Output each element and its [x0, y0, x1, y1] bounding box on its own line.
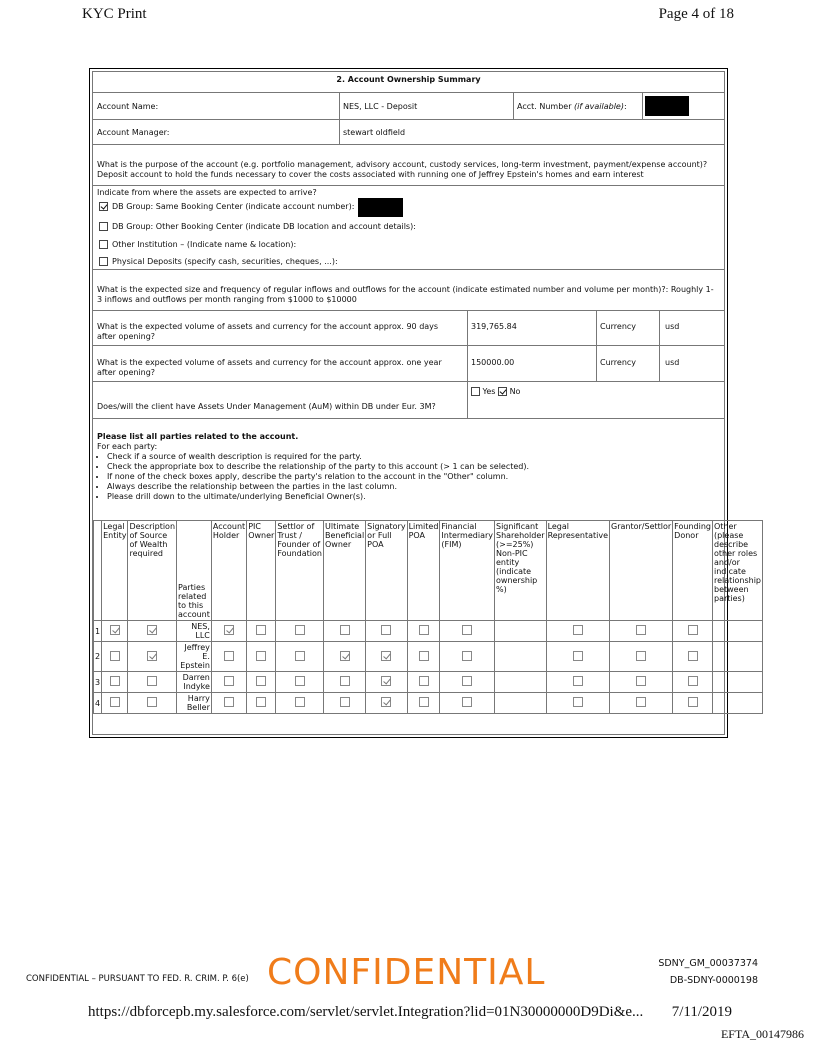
- purpose-row: [93, 145, 724, 186]
- asset-origin-row: [93, 186, 724, 270]
- checkbox-icon[interactable]: [256, 697, 266, 707]
- checkbox-icon[interactable]: [688, 676, 698, 686]
- account-name-label: Account Name:: [97, 102, 159, 111]
- volume-90-question: What is the expected volume of assets and currency for the account approx. 90 days after opening?: [97, 322, 439, 341]
- aum-yes-checkbox[interactable]: [471, 387, 480, 396]
- instruction-item: • Check the appropriate box to describe the relationship of the party to this account (> 1 can be selected).: [107, 462, 718, 472]
- party-name: NES, LLC: [177, 621, 212, 642]
- party-checkbox-cell: [323, 621, 365, 642]
- column-header: Legal Representative: [546, 521, 609, 621]
- volume-1y-value: 150000.00: [471, 358, 515, 367]
- checkbox-icon[interactable]: [295, 697, 305, 707]
- party-checkbox-cell: [276, 672, 324, 693]
- checkbox-icon[interactable]: [147, 625, 157, 635]
- checkbox-icon[interactable]: [636, 625, 646, 635]
- checkbox-icon[interactable]: [573, 676, 583, 686]
- aum-answer: Yes No: [471, 387, 520, 397]
- checkbox-icon[interactable]: [147, 651, 157, 661]
- account-ownership-form: [89, 68, 762, 738]
- checkbox-icon[interactable]: [636, 651, 646, 661]
- checkbox-icon[interactable]: [99, 202, 108, 211]
- bates-db-sdny: DB-SDNY-0000198: [669, 975, 758, 986]
- column-header: Significant Shareholder (>=25%) Non-PIC entity (indicate ownership %): [495, 521, 547, 621]
- party-checkbox-cell: [102, 621, 128, 642]
- column-header: Signatory or Full POA: [366, 521, 407, 621]
- checkbox-icon[interactable]: [381, 651, 391, 661]
- shareholder-cell: [495, 672, 547, 693]
- column-header: Founding Donor: [673, 521, 713, 621]
- checkbox-icon[interactable]: [381, 697, 391, 707]
- checkbox-icon[interactable]: [688, 625, 698, 635]
- other-cell: [712, 642, 762, 672]
- checkbox-icon[interactable]: [340, 676, 350, 686]
- party-checkbox-cell: [102, 672, 128, 693]
- purpose-question: What is the purpose of the account (e.g. portfolio management, advisory account, custody services, long-term investment, payment/expense account)?: [97, 160, 708, 169]
- party-checkbox-cell: [407, 642, 440, 672]
- volume-1y-currency: usd: [665, 358, 680, 367]
- party-checkbox-cell: [276, 621, 324, 642]
- checkbox-icon[interactable]: [110, 625, 120, 635]
- party-checkbox-cell: [211, 693, 246, 714]
- checkbox-icon[interactable]: [419, 651, 429, 661]
- checkbox-icon[interactable]: [688, 651, 698, 661]
- party-row: [94, 642, 763, 672]
- column-header: Other (please describe other roles and/or indicate relationship between parties): [712, 521, 762, 621]
- checkbox-icon[interactable]: [224, 625, 234, 635]
- column-header: Description of Source of Wealth required: [128, 521, 177, 621]
- party-checkbox-cell: [323, 642, 365, 672]
- volume-90-row: [93, 311, 724, 346]
- section-title-row: [93, 72, 724, 93]
- checkbox-icon[interactable]: [224, 676, 234, 686]
- party-checkbox-cell: [128, 642, 177, 672]
- purpose-answer: Deposit account to hold the funds necessary to cover the costs associated with running one of Jeffrey Epstein's homes and earn interest: [97, 170, 644, 179]
- aum-no-checkbox[interactable]: [498, 387, 507, 396]
- party-checkbox-cell: [366, 621, 407, 642]
- shareholder-cell: [495, 621, 547, 642]
- party-checkbox-cell: [440, 642, 495, 672]
- row-number: 4: [94, 693, 102, 714]
- checkbox-icon[interactable]: [256, 625, 266, 635]
- row-number: 1: [94, 621, 102, 642]
- party-checkbox-cell: [323, 672, 365, 693]
- party-row: [94, 672, 763, 693]
- checkbox-icon[interactable]: [419, 676, 429, 686]
- parties-table: [93, 520, 763, 714]
- checkbox-icon[interactable]: [419, 697, 429, 707]
- instruction-item: • Please drill down to the ultimate/underlying Beneficial Owner(s).: [107, 492, 718, 502]
- party-name: Darren Indyke: [177, 672, 212, 693]
- column-header: Financial Intermediary (FIM): [440, 521, 495, 621]
- party-checkbox-cell: [366, 693, 407, 714]
- party-checkbox-cell: [128, 621, 177, 642]
- origin-option-physical-deposits[interactable]: Physical Deposits (specify cash, securities, cheques, ...):: [99, 257, 338, 267]
- checkbox-icon[interactable]: [462, 625, 472, 635]
- account-manager-label: Account Manager:: [97, 128, 170, 137]
- flows-row: [93, 270, 724, 311]
- party-row: [94, 693, 763, 714]
- party-checkbox-cell: [276, 693, 324, 714]
- checkbox-icon[interactable]: [147, 697, 157, 707]
- checkbox-icon[interactable]: [381, 676, 391, 686]
- party-checkbox-cell: [211, 621, 246, 642]
- volume-1y-row: [93, 346, 724, 382]
- account-manager-value: stewart oldfield: [343, 128, 406, 137]
- checkbox-icon[interactable]: [573, 697, 583, 707]
- checkbox-icon[interactable]: [381, 625, 391, 635]
- checkbox-icon[interactable]: [256, 651, 266, 661]
- checkbox-icon[interactable]: [295, 625, 305, 635]
- party-checkbox-cell: [211, 672, 246, 693]
- checkbox-icon[interactable]: [636, 676, 646, 686]
- checkbox-icon[interactable]: [99, 222, 108, 231]
- checkbox-icon[interactable]: [224, 697, 234, 707]
- origin-option-other-institution[interactable]: Other Institution – (Indicate name & location):: [99, 240, 296, 250]
- source-url: https://dbforcepb.my.salesforce.com/servlet/servlet.Integration?lid=01N30000000D9Di&e...: [88, 1004, 644, 1020]
- party-checkbox-cell: [366, 642, 407, 672]
- column-header: Grantor/Settlor: [610, 521, 673, 621]
- checkbox-icon[interactable]: [340, 651, 350, 661]
- party-checkbox-cell: [128, 672, 177, 693]
- section-title: 2. Account Ownership Summary: [336, 75, 481, 84]
- party-name: Harry Beller: [177, 693, 212, 714]
- party-checkbox-cell: [610, 642, 673, 672]
- volume-90-currency-label: Currency: [600, 322, 637, 331]
- column-header: Parties related to this account: [177, 521, 212, 621]
- parties-title: Please list all parties related to the account.: [97, 432, 299, 441]
- party-checkbox-cell: [102, 693, 128, 714]
- header-title: KYC Print: [82, 6, 147, 22]
- other-cell: [712, 693, 762, 714]
- checkbox-icon[interactable]: [147, 676, 157, 686]
- checkbox-icon[interactable]: [256, 676, 266, 686]
- account-number-label: Acct. Number (if available):: [517, 102, 627, 111]
- account-name-row: [93, 93, 724, 120]
- party-checkbox-cell: [323, 693, 365, 714]
- confidential-notice: CONFIDENTIAL – PURSUANT TO FED. R. CRIM. P. 6(e): [26, 974, 249, 984]
- instruction-item: • If none of the check boxes apply, describe the party's relation to the account in the "Other" column.: [107, 472, 718, 482]
- flows-text: What is the expected size and frequency of regular inflows and outflows for the account (indicate estimated number and volume per month)?: Roughly 1-3 inflows and outflows per month ranging from $1000 to $10000: [97, 285, 714, 304]
- checkbox-icon[interactable]: [462, 651, 472, 661]
- column-header: Ultimate Beneficial Owner: [323, 521, 365, 621]
- aum-row: [93, 382, 724, 419]
- party-checkbox-cell: [366, 672, 407, 693]
- party-checkbox-cell: [247, 642, 276, 672]
- party-checkbox-cell: [610, 672, 673, 693]
- party-checkbox-cell: [407, 672, 440, 693]
- checkbox-icon[interactable]: [110, 676, 120, 686]
- row-number: 2: [94, 642, 102, 672]
- shareholder-cell: [495, 693, 547, 714]
- other-cell: [712, 621, 762, 642]
- column-header: Legal Entity: [102, 521, 128, 621]
- shareholder-cell: [495, 642, 547, 672]
- volume-90-currency: usd: [665, 322, 680, 331]
- instruction-item: • Check if a source of wealth description is required for the party.: [107, 452, 718, 462]
- party-checkbox-cell: [128, 693, 177, 714]
- parties-instructions: [97, 432, 718, 502]
- flows-answer: Roughly 1-3 inflows and outflows per month ranging from $1000 to $10000: [97, 285, 714, 304]
- party-checkbox-cell: [546, 621, 609, 642]
- aum-question: Does/will the client have Assets Under Management (AuM) within DB under Eur. 3M?: [97, 402, 436, 411]
- checkbox-icon[interactable]: [224, 651, 234, 661]
- party-checkbox-cell: [546, 642, 609, 672]
- party-checkbox-cell: [440, 693, 495, 714]
- account-manager-row: [93, 120, 724, 145]
- party-checkbox-cell: [211, 642, 246, 672]
- column-header: Limited POA: [407, 521, 440, 621]
- other-cell: [712, 672, 762, 693]
- checkbox-icon[interactable]: [573, 651, 583, 661]
- asset-origin-question: Indicate from where the assets are expected to arrive?: [97, 188, 317, 197]
- party-checkbox-cell: [102, 642, 128, 672]
- bates-efta: EFTA_00147986: [720, 1027, 804, 1041]
- party-checkbox-cell: [407, 693, 440, 714]
- redaction-box: [645, 96, 689, 116]
- volume-1y-question: What is the expected volume of assets and currency for the account approx. one year after opening?: [97, 358, 442, 377]
- redaction-box: [358, 198, 403, 217]
- column-header: Account Holder: [211, 521, 246, 621]
- checkbox-icon[interactable]: [419, 625, 429, 635]
- party-row: [94, 621, 763, 642]
- origin-option-other-center[interactable]: DB Group: Other Booking Center (indicate DB location and account details):: [99, 222, 416, 232]
- checkbox-icon[interactable]: [462, 697, 472, 707]
- confidential-stamp: CONFIDENTIAL: [267, 952, 546, 993]
- account-name-value: NES, LLC - Deposit: [343, 102, 418, 111]
- print-date: 7/11/2019: [671, 1004, 732, 1020]
- checkbox-icon[interactable]: [295, 676, 305, 686]
- party-checkbox-cell: [247, 621, 276, 642]
- parties-subtitle: For each party:: [97, 442, 158, 451]
- checkbox-icon[interactable]: [573, 625, 583, 635]
- checkbox-icon[interactable]: [295, 651, 305, 661]
- column-header: PIC Owner: [247, 521, 276, 621]
- checkbox-icon[interactable]: [110, 651, 120, 661]
- party-checkbox-cell: [276, 642, 324, 672]
- instruction-item: • Always describe the relationship between the parties in the last column.: [107, 482, 718, 492]
- party-checkbox-cell: [610, 621, 673, 642]
- origin-option-same-center[interactable]: DB Group: Same Booking Center (indicate account number):: [99, 202, 354, 212]
- party-checkbox-cell: [407, 621, 440, 642]
- purpose-text: [97, 160, 718, 180]
- row-number-header: [94, 521, 102, 621]
- checkbox-icon[interactable]: [636, 697, 646, 707]
- checkbox-icon[interactable]: [462, 676, 472, 686]
- party-checkbox-cell: [247, 672, 276, 693]
- checkbox-icon[interactable]: [340, 625, 350, 635]
- party-checkbox-cell: [673, 693, 713, 714]
- checkbox-icon[interactable]: [99, 240, 108, 249]
- party-checkbox-cell: [440, 672, 495, 693]
- page-number: Page 4 of 18: [658, 6, 734, 22]
- volume-1y-currency-label: Currency: [600, 358, 637, 367]
- party-checkbox-cell: [440, 621, 495, 642]
- party-checkbox-cell: [610, 693, 673, 714]
- volume-90-value: 319,765.84: [471, 322, 517, 331]
- row-number: 3: [94, 672, 102, 693]
- party-checkbox-cell: [673, 642, 713, 672]
- checkbox-icon[interactable]: [688, 697, 698, 707]
- party-checkbox-cell: [546, 693, 609, 714]
- checkbox-icon[interactable]: [110, 697, 120, 707]
- parties-header-row: [94, 521, 763, 621]
- party-checkbox-cell: [673, 621, 713, 642]
- party-checkbox-cell: [673, 672, 713, 693]
- checkbox-icon[interactable]: [99, 257, 108, 266]
- party-name: Jeffrey E. Epstein: [177, 642, 212, 672]
- party-checkbox-cell: [546, 672, 609, 693]
- checkbox-icon[interactable]: [340, 697, 350, 707]
- column-header: Settlor of Trust / Founder of Foundation: [276, 521, 324, 621]
- bates-sdny-gm: SDNY_GM_00037374: [658, 958, 758, 969]
- party-checkbox-cell: [247, 693, 276, 714]
